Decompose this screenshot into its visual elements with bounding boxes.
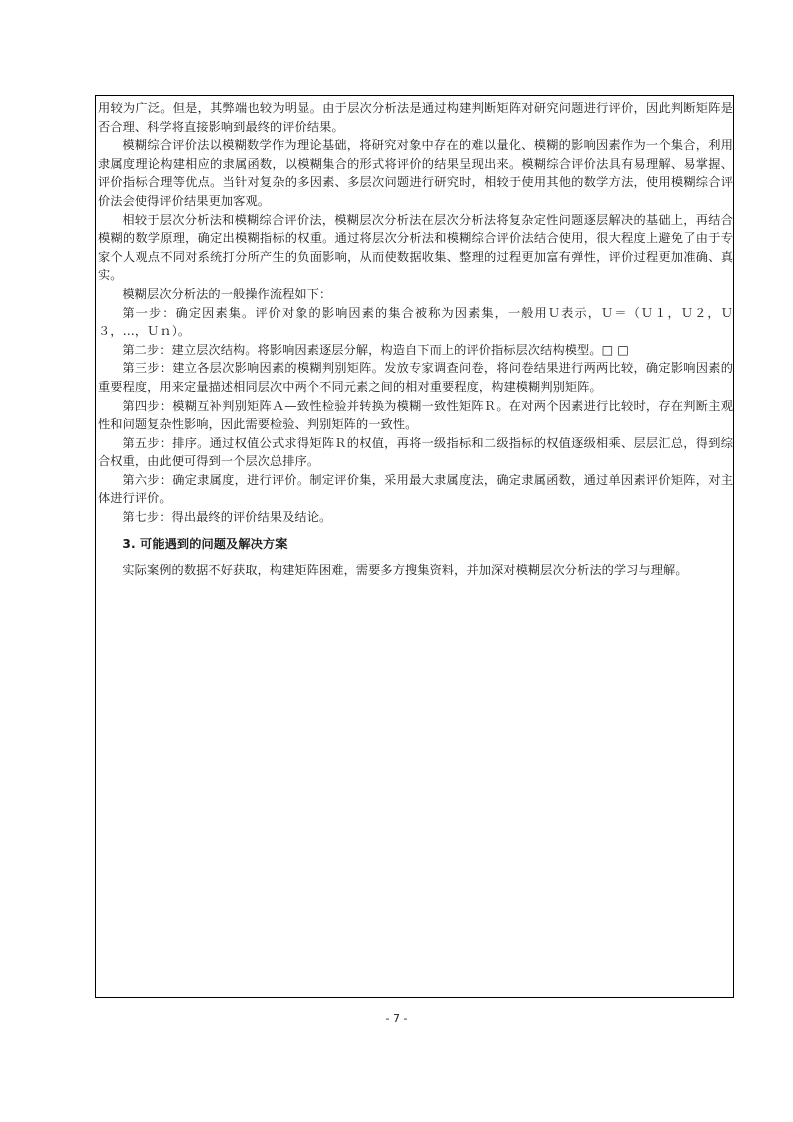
section-heading: 3. 可能遇到的问题及解决方案 [122,536,288,551]
document-body [98,99,733,580]
paragraph-procedure-intro: 模糊层次分析法的一般操作流程如下： [122,286,332,301]
section-body: 实际案例的数据不好获取，构建矩阵困难，需要多方搜集资料，并加深对模糊层次分析法的学习与理解。 [122,563,688,578]
step-7: 第七步：得出最终的评价结果及结论。 [122,510,332,525]
content-frame [95,95,734,998]
step-4: 第四步：模糊互补判别矩阵Ａ—致性检验并转换为模糊一致性矩阵Ｒ。在对两个因素进行比较时，存在判断主观性和问题复杂性影响，因此需要检验、判别矩阵的一致性。 [98,398,733,432]
page-number: - 7 - [385,1012,408,1025]
paragraph-fuzzy-evaluation: 模糊综合评价法以模糊数学作为理论基础，将研究对象中存在的难以量化、模糊的影响因素作为一个集合，利用隶属度理论构建相应的隶属函数，以模糊集合的形式将评价的结果呈现出来。模糊综合评价法具有易理解、易掌握、评价指标合理等优点。当针对复杂的多因素、多层次问题进行研究时，相较于使用其他的数学方法，使用模糊综合评价法会使得评价结果更加客观。 [98,138,733,208]
step-1: 第一步：确定因素集。评价对象的影响因素的集合被称为因素集，一般用Ｕ表示，Ｕ＝（Ｕ１，Ｕ２，Ｕ３，…，Ｕｎ）。 [98,305,733,339]
step-2: 第二步：建立层次结构。将影响因素逐层分解，构造自下而上的评价指标层次结构模型。□ □ [122,342,629,357]
step-6: 第六步：确定隶属度，进行评价。制定评价集，采用最大隶属度法，确定隶属函数，通过单因素评价矩阵，对主体进行评价。 [98,472,733,506]
paragraph-fuzzy-ahp: 相较于层次分析法和模糊综合评价法，模糊层次分析法在层次分析法将复杂定性问题逐层解决的基础上，再结合模糊的数学原理，确定出模糊指标的权重。通过将层次分析法和模糊综合评价法结合使用，很大程度上避免了由于专家个人观点不同对系统打分所产生的负面影响，从而使数据收集、整理的过程更加富有弹性，评价过程更加准确、真实。 [98,212,733,283]
paragraph-ahp-drawbacks: 用较为广泛。但是，其弊端也较为明显。由于层次分析法是通过构建判断矩阵对研究问题进行评价，因此判断矩阵是否合理、科学将直接影响到最终的评价结果。 [98,101,733,134]
step-5: 第五步：排序。通过权值公式求得矩阵Ｒ的权值，再将一级指标和二级指标的权值逐级相乘、层层汇总，得到综合权重，由此便可得到一个层次总排序。 [98,435,733,469]
step-3: 第三步：建立各层次影响因素的模糊判别矩阵。发放专家调查问卷，将问卷结果进行两两比较，确定影响因素的重要程度，用来定量描述相同层次中两个不同元素之间的相对重要程度，构建模糊判别矩阵。 [98,361,733,394]
